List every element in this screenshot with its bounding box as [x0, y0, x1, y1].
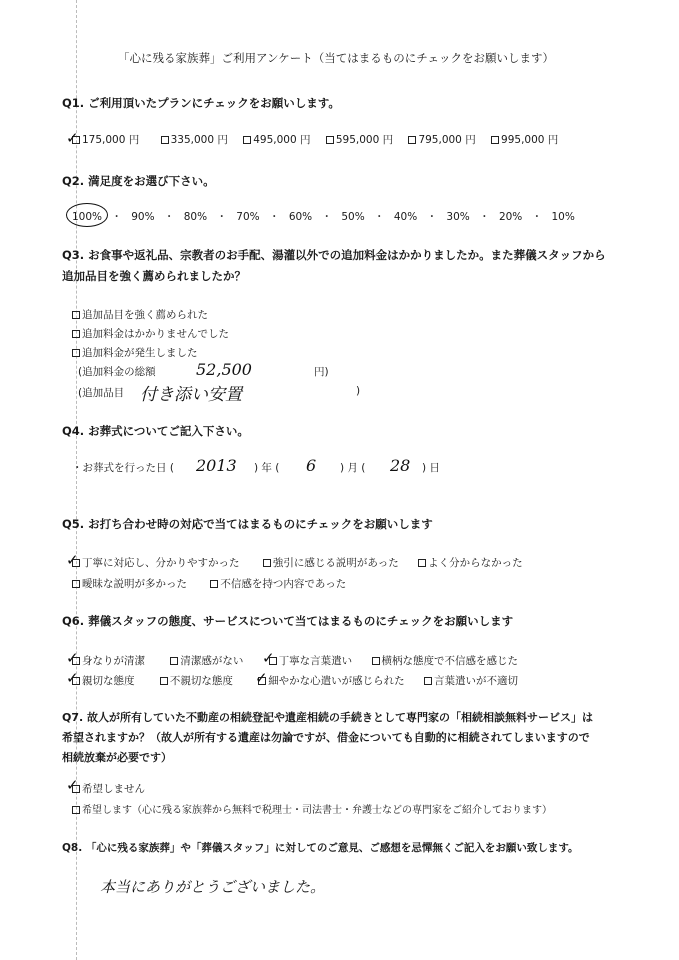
q4-date-label: ・お葬式を行った日 (: [72, 462, 174, 474]
q8-label: Q8. 「心に残る家族葬」や「葬儀スタッフ」に対してのご意見、ご感想を忌憚無くご記入をお願い致します。: [62, 842, 579, 854]
q1-option-795000[interactable]: 795,000 円: [408, 134, 475, 146]
q3-label-line2: 追加品目を強く薦められましたか？: [62, 269, 246, 283]
q5-label: Q5. お打ち合わせ時の対応で当てはまるものにチェックをお願いします: [62, 517, 433, 531]
q5-option-distrust[interactable]: 不信感を持つ内容であった: [210, 578, 346, 590]
q3-items-label: (追加品目: [78, 387, 125, 399]
checkbox-icon: [243, 136, 251, 144]
q4-year: 2013: [196, 456, 237, 475]
q2-option-100[interactable]: 100%: [72, 211, 103, 223]
q2-option-10[interactable]: 10%: [551, 211, 575, 223]
checkmark-icon: ✓: [262, 649, 275, 667]
q6-option-polite-words[interactable]: 丁寧な言葉遣い: [269, 655, 353, 667]
checkbox-icon: [170, 657, 178, 665]
checkbox-icon: [326, 136, 334, 144]
q5-option-polite[interactable]: 丁寧に対応し、分かりやすかった: [72, 557, 240, 569]
q3-items-value: 付き添い安置: [140, 385, 242, 405]
q4-day: 28: [390, 456, 411, 475]
q3-option-charge[interactable]: 追加料金が発生しました: [72, 345, 198, 360]
q3-amount-value: 52,500: [196, 360, 252, 379]
survey-title: 「心に残る家族葬」ご利用アンケート（当てはまるものにチェックをお願いします）: [118, 51, 554, 65]
q6-option-arrogant[interactable]: 横柄な態度で不信感を感じた: [372, 655, 519, 667]
q3-amount-unit: 円): [314, 366, 329, 378]
q3-amount-label: (追加料金の総額: [78, 366, 156, 378]
q6-row1: [72, 653, 518, 668]
checkbox-icon: [418, 559, 426, 567]
q4-year-unit: ) 年 (: [254, 462, 280, 474]
q1-option-495000[interactable]: 495,000 円: [243, 134, 310, 146]
q6-option-unclean[interactable]: 清潔感がない: [170, 655, 243, 667]
checkmark-icon: ✓: [255, 669, 268, 687]
checkmark-icon: ✓: [66, 129, 79, 147]
q1-option-995000[interactable]: 995,000 円: [491, 134, 558, 146]
q1-option-595000[interactable]: 595,000 円: [326, 134, 393, 146]
q2-option-90[interactable]: 90%: [131, 211, 155, 223]
checkbox-icon: [263, 559, 271, 567]
q8-answer: 本当にありがとうございました。: [100, 878, 326, 896]
q5-option-unclear[interactable]: よく分からなかった: [418, 557, 523, 569]
q3-items-close: ): [356, 385, 361, 397]
q4-label: Q4. お葬式についてご記入下さい。: [62, 424, 249, 438]
q2-option-40[interactable]: 40%: [393, 211, 418, 223]
q2-option-60[interactable]: 60%: [288, 211, 313, 223]
checkbox-icon: [408, 136, 416, 144]
q5-row2: [72, 576, 346, 591]
q6-option-inappropriate[interactable]: 言葉遣いが不適切: [424, 675, 518, 687]
checkmark-icon: ✓: [66, 669, 79, 687]
checkmark-icon: ✓: [66, 649, 79, 667]
q3-label-line1: Q3. お食事や返礼品、宗教者のお手配、湯灌以外での追加料金はかかりましたか。また葬儀スタッフから: [62, 248, 606, 262]
q6-option-kind[interactable]: 親切な態度: [72, 675, 135, 687]
q5-option-pushy[interactable]: 強引に感じる説明があった: [263, 557, 399, 569]
q5-row1: [72, 555, 523, 570]
q2-options: 100% ・ 90% ・ 80% ・ 70% ・ 60% ・ 50% ・ 40% ・ 30% ・ 20% ・ 10%: [72, 211, 575, 223]
q4-day-unit: ) 日: [422, 462, 440, 474]
checkbox-icon: [161, 136, 169, 144]
q1-label: Q1. ご利用頂いたプランにチェックをお願いします。: [62, 96, 340, 110]
q6-option-unkind[interactable]: 不親切な態度: [160, 675, 233, 687]
q3-option-recommended[interactable]: 追加品目を強く薦められた: [72, 307, 208, 322]
q7-label-line1: Q7. 故人が所有していた不動産の相続登記や遺産相続の手続きとして専門家の「相続相談無料サービス」は: [62, 711, 594, 724]
q7-option-decline[interactable]: 希望しません: [72, 781, 145, 796]
q2-option-50[interactable]: 50%: [341, 211, 365, 223]
checkbox-icon: [72, 806, 80, 814]
checkbox-icon: [210, 580, 218, 588]
checkbox-icon: [491, 136, 499, 144]
q1-options: [72, 132, 558, 147]
checkbox-icon: [424, 677, 432, 685]
q7-label-line3: 相続放棄が必要です）: [62, 751, 172, 764]
checkbox-icon: [72, 311, 80, 319]
q4-month: 6: [306, 456, 317, 475]
q6-option-clean[interactable]: 身なりが清潔: [72, 655, 145, 667]
q5-option-vague[interactable]: 曖昧な説明が多かった: [72, 578, 187, 590]
checkbox-icon: [72, 330, 80, 338]
checkmark-icon: ✓: [66, 551, 79, 569]
q1-option-175000[interactable]: 175,000 円: [72, 134, 139, 146]
checkmark-icon: ✓: [66, 776, 79, 794]
q2-label: Q2. 満足度をお選び下さい。: [62, 174, 215, 188]
q6-label: Q6. 葬儀スタッフの態度、サービスについて当てはまるものにチェックをお願いします: [62, 614, 514, 628]
checkbox-icon: [372, 657, 380, 665]
selection-circle-mark: [66, 203, 108, 227]
q2-option-20[interactable]: 20%: [498, 211, 523, 223]
q2-option-80[interactable]: 80%: [183, 211, 208, 223]
q2-option-30[interactable]: 30%: [446, 211, 470, 223]
q1-option-335000[interactable]: 335,000 円: [161, 134, 228, 146]
q6-row2: [72, 673, 518, 688]
checkbox-icon: [72, 580, 80, 588]
q7-label-line2: 希望されますか？（故人が所有する遺産は勿論ですが、借金についても自動的に相続されてしまいますので: [62, 731, 590, 744]
q6-option-attentive[interactable]: 細やかな心遣いが感じられた: [258, 675, 405, 687]
q7-option-request[interactable]: 希望します（心に残る家族葬から無料で税理士・司法書士・弁護士などの専門家をご紹介しております）: [72, 801, 552, 816]
checkbox-icon: [72, 349, 80, 357]
checkbox-icon: [160, 677, 168, 685]
q2-option-70[interactable]: 70%: [236, 211, 260, 223]
q4-month-unit: ) 月 (: [340, 462, 366, 474]
q3-option-no-charge[interactable]: 追加料金はかかりませんでした: [72, 326, 229, 341]
